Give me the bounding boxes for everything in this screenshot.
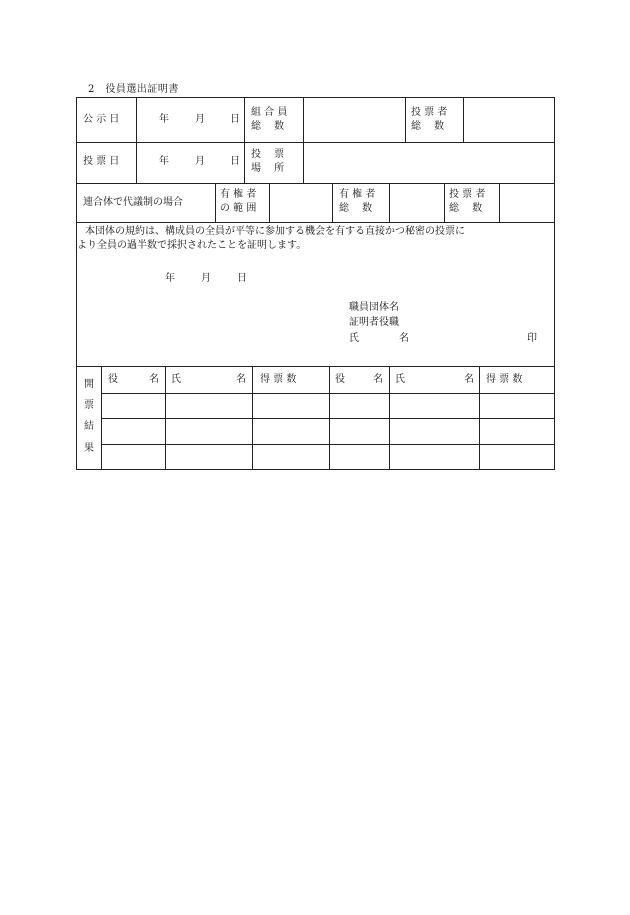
name-header-2: 名 [464, 374, 474, 385]
votes-header: 得 票 数 [486, 374, 523, 385]
eligible-scope-label-2: の 範 囲 [220, 203, 257, 214]
cert-day-label: 日 [237, 273, 247, 284]
eligible-scope-label: 有 権 者 [220, 189, 257, 200]
col-divider [499, 183, 500, 222]
name-header: 氏 [171, 374, 181, 385]
col-divider [101, 366, 102, 470]
row-divider [77, 366, 554, 367]
certifier-name-label-2: 名 [399, 333, 409, 344]
col-divider [479, 366, 480, 470]
col-divider [252, 366, 253, 470]
certification-text-line2: より全員の過半数で採択されたことを証明します。 [77, 240, 307, 251]
month-label: 月 [195, 156, 205, 167]
seal-mark: 印 [527, 333, 537, 344]
vote-place-label-2: 場 所 [251, 163, 285, 174]
col-divider [303, 98, 304, 183]
members-count-label: 総 数 [251, 121, 285, 132]
col-divider [332, 183, 333, 222]
certifier-title-label: 証明者役職 [349, 317, 399, 328]
role-header: 役 [108, 374, 118, 385]
voters-label: 投 票 者 [449, 189, 486, 200]
announce-date-label: 公 示 日 [83, 114, 120, 125]
eligible-total-label: 有 権 者 [339, 189, 376, 200]
certifier-name-label: 氏 [349, 333, 359, 344]
col-divider [244, 98, 245, 183]
col-divider [405, 98, 406, 142]
results-side-label: 結 [84, 421, 94, 432]
col-divider [165, 366, 166, 470]
results-row-divider [101, 444, 554, 445]
month-label: 月 [195, 114, 205, 125]
results-side-label: 開 [84, 379, 94, 390]
form-title: 2 役員選出証明書 [88, 84, 179, 95]
col-divider [269, 183, 270, 222]
col-divider [136, 98, 137, 183]
results-row-divider [101, 393, 554, 394]
certificate-form [76, 97, 555, 470]
votes-header: 得 票 数 [260, 374, 297, 385]
certification-text-line1: 本団体の規約は、構成員の全員が平等に参加する機会を有する直接かつ秘密の投票に [85, 226, 465, 237]
voters-count-label: 総 数 [449, 203, 483, 214]
year-label: 年 [159, 114, 169, 125]
voters-label: 投 票 者 [411, 107, 448, 118]
results-row-divider [101, 418, 554, 419]
col-divider [389, 366, 390, 470]
col-divider [389, 183, 390, 222]
delegate-system-label: 連合体で代議制の場合 [83, 197, 183, 208]
eligible-total-label-2: 総 数 [339, 203, 373, 214]
name-header-2: 名 [236, 374, 246, 385]
col-divider [329, 366, 330, 470]
day-label: 日 [230, 156, 240, 167]
year-label: 年 [159, 156, 169, 167]
name-header: 氏 [395, 374, 405, 385]
organization-name-label: 職員団体名 [349, 302, 399, 313]
col-divider [444, 183, 445, 222]
col-divider [215, 183, 216, 222]
role-header-2: 名 [373, 374, 383, 385]
day-label: 日 [230, 114, 240, 125]
col-divider [463, 98, 464, 142]
vote-place-label: 投 票 [251, 149, 285, 160]
cert-year-label: 年 [165, 273, 175, 284]
role-header: 役 [335, 374, 345, 385]
vote-date-label: 投 票 日 [83, 156, 120, 167]
row-divider [77, 183, 554, 184]
row-divider [77, 142, 554, 143]
row-divider [77, 222, 554, 223]
members-label: 組 合 員 [251, 107, 288, 118]
cert-month-label: 月 [201, 273, 211, 284]
voters-count-label: 総 数 [411, 121, 445, 132]
results-side-label: 票 [84, 400, 94, 411]
results-side-label: 果 [84, 443, 94, 454]
role-header-2: 名 [149, 374, 159, 385]
